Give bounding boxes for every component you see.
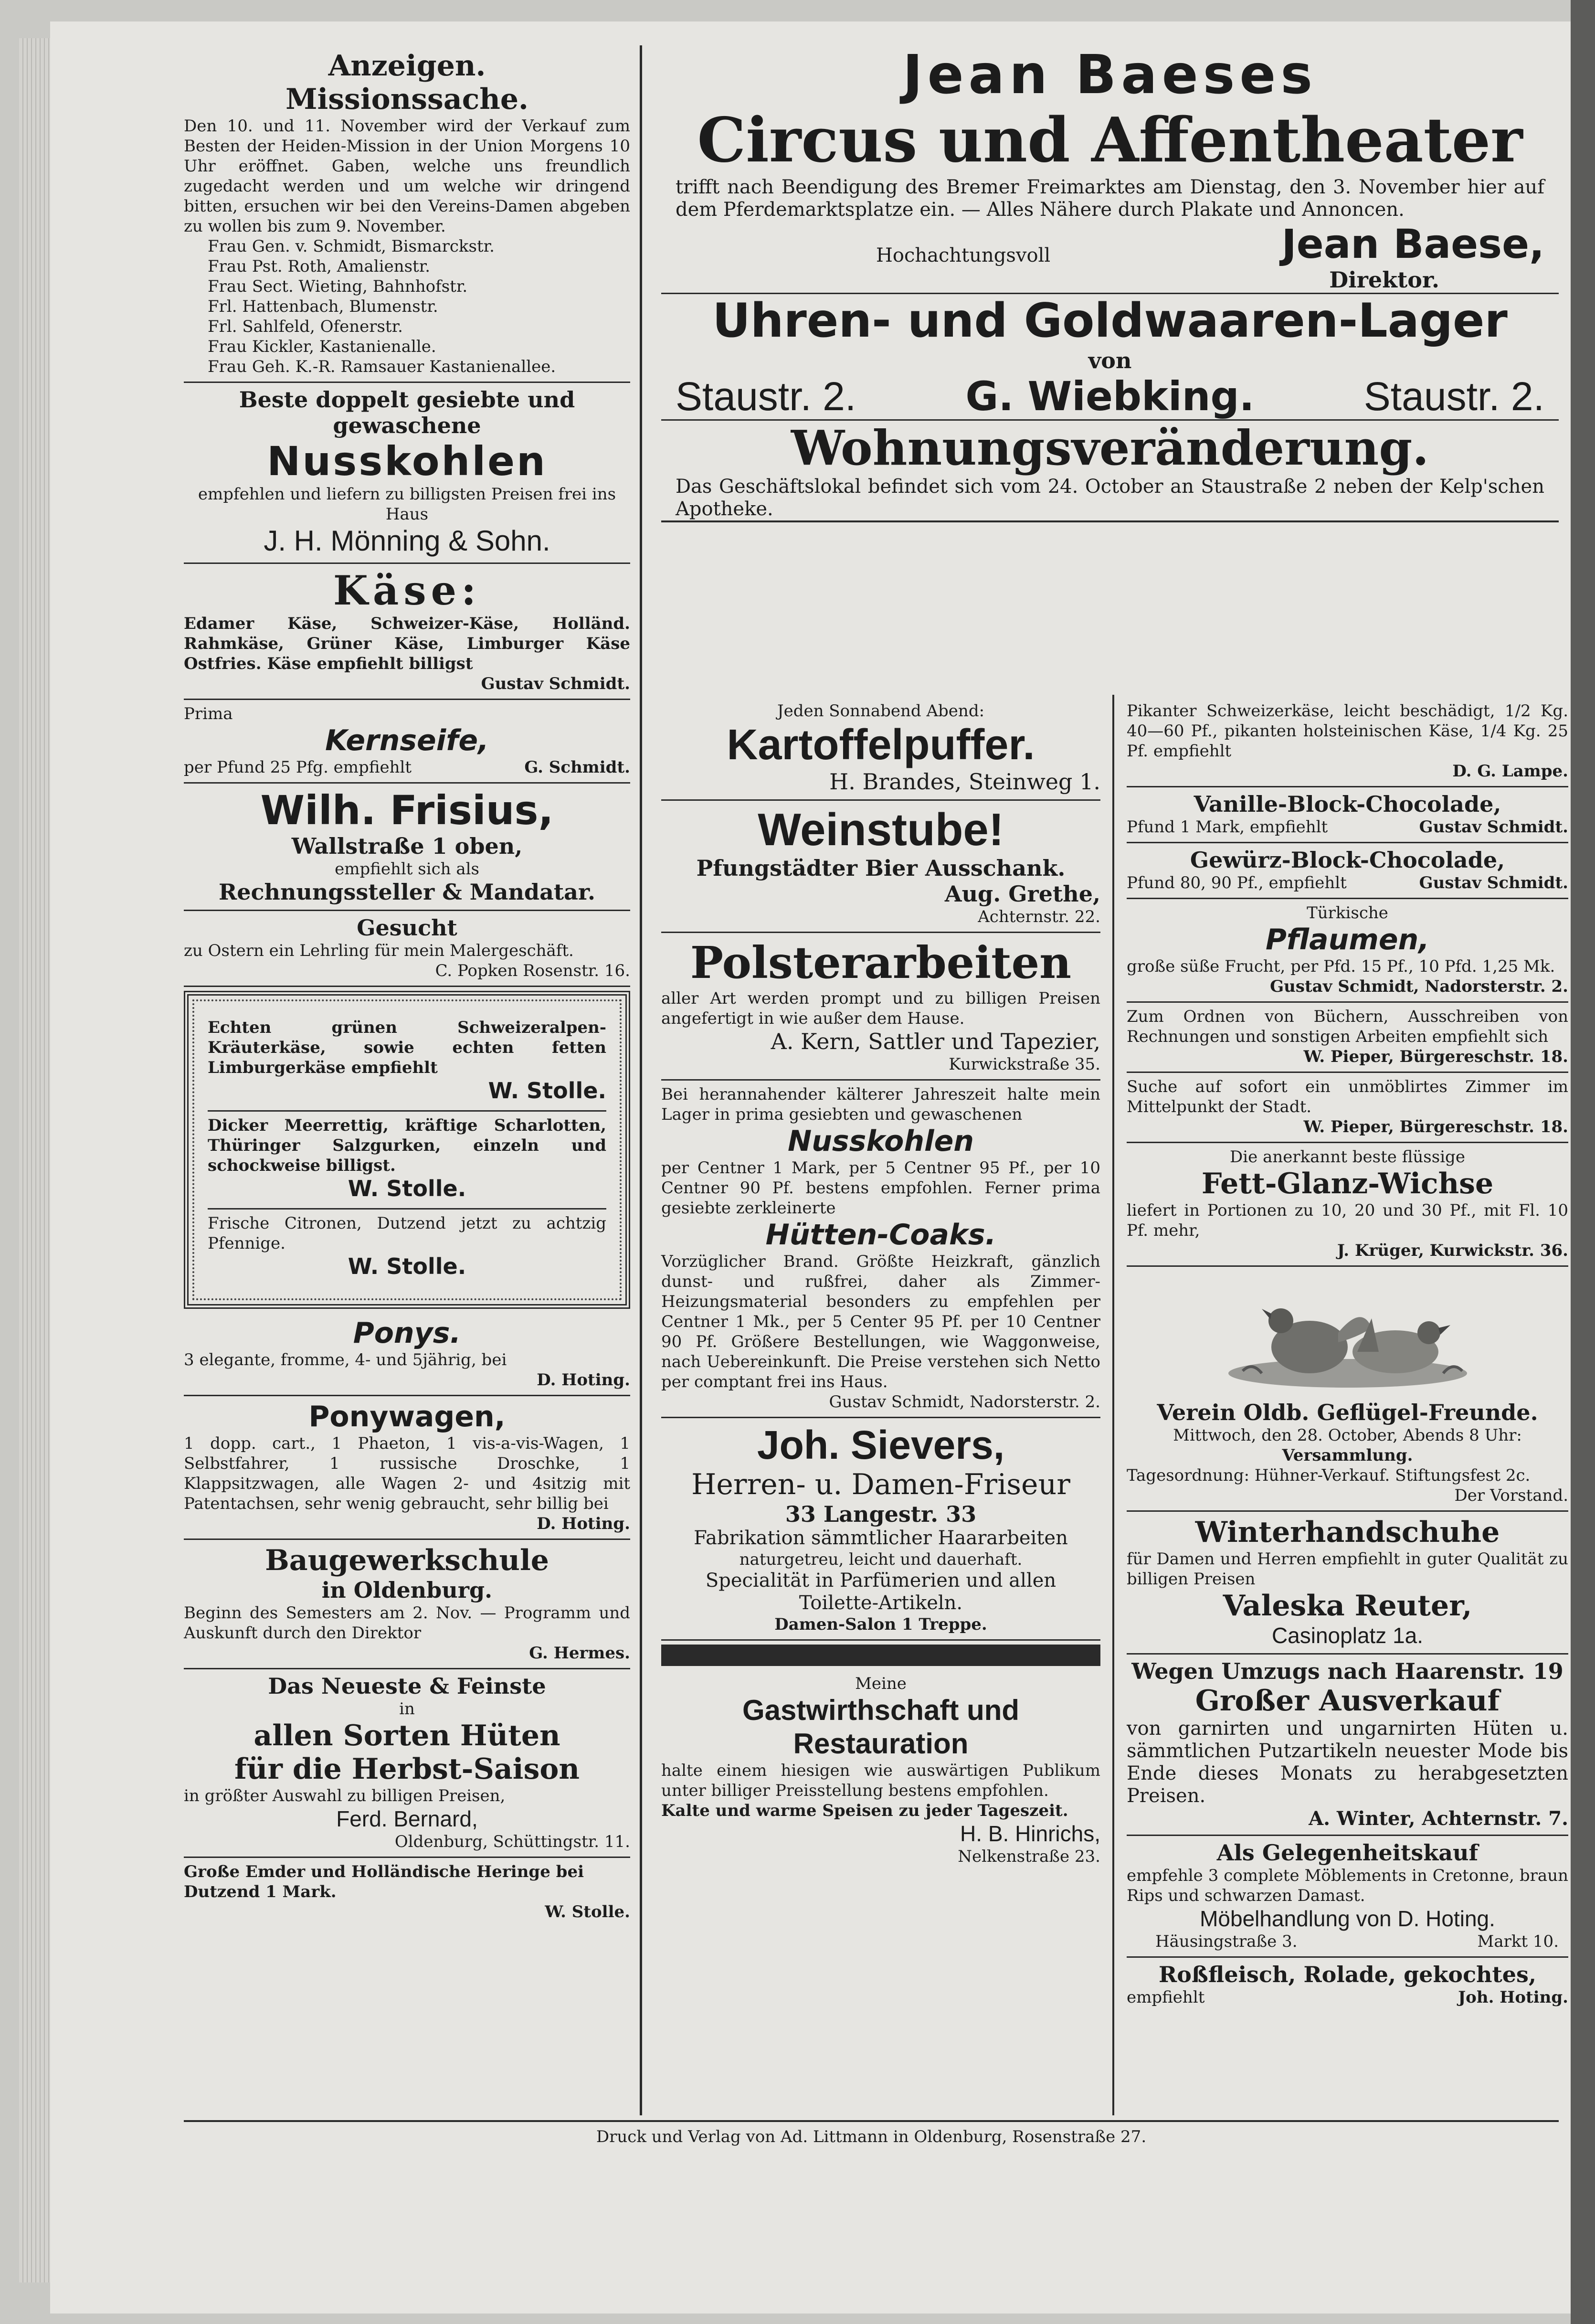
- ad-name: Aug. Grethe,: [944, 881, 1100, 907]
- ad-address: Staustr. 2.: [676, 374, 856, 419]
- ad-text: Beginn des Semesters am 2. Nov. — Programm und Auskunft durch den Direktor: [184, 1603, 630, 1643]
- ad-signature: Gustav Schmidt, Nadorsterstr. 2.: [1270, 977, 1568, 996]
- ad-text: 3 elegante, fromme, 4- und 5jährig, bei: [184, 1350, 507, 1369]
- ad-nusskohlen: [184, 383, 630, 564]
- ad-address: Kurwickstraße 35.: [949, 1055, 1100, 1074]
- ad-text: per Centner 1 Mark, per 5 Centner 95 Pf., per 10 Centner 90 Pf. bestens empfohlen. Ferner prima gesiebte zerkleinerte: [661, 1158, 1100, 1218]
- ad-text: 1 dopp. cart., 1 Phaeton, 1 vis-a-vis-Wagen, 1 Selbstfahrer, 1 russische Droschke, 1 Klappsitzwagen, alle Wagen 2- und 4sitzig mit Patentachsen, sehr wenig gebraucht, sehr billig bei: [184, 1434, 630, 1513]
- ad-signature: W. Stolle.: [348, 1253, 466, 1279]
- ad-title: Als Gelegenheitskauf: [1216, 1840, 1479, 1866]
- ad-text: Das Geschäftslokal befindet sich vom 24. October an Staustraße 2 neben der Kelp'schen Apotheke.: [676, 476, 1544, 520]
- ad-gesucht: [184, 911, 630, 987]
- ad-zimmer: [1127, 1073, 1568, 1143]
- ad-kartoffelpuffer: [661, 697, 1100, 801]
- ad-signature: C. Popken Rosenstr. 16.: [435, 961, 630, 980]
- ad-title: Käse:: [333, 567, 481, 614]
- ad-title: Jean Baeses: [902, 44, 1318, 106]
- ad-meerrettig: [208, 1112, 606, 1210]
- list-item: Frau Sect. Wieting, Bahnhofstr.: [208, 277, 468, 296]
- column-rule: [1112, 695, 1114, 2115]
- ad-title: Vanille-Block-Chocolade,: [1194, 791, 1501, 817]
- ad-title: Roßfleisch, Rolade, gekochtes,: [1159, 1962, 1536, 1987]
- poultry-illustration: [1214, 1275, 1481, 1395]
- list-item: Frau Pst. Roth, Amalienstr.: [208, 257, 431, 276]
- ad-text: Damen-Salon 1 Treppe.: [774, 1615, 987, 1634]
- ad-text: Pfungstädter Bier Ausschank.: [696, 855, 1066, 881]
- ladies-list: [184, 236, 630, 377]
- ad-headline: Großer Ausverkauf: [1195, 1684, 1500, 1718]
- ad-text: in: [399, 1699, 415, 1719]
- list-item: Frau Kickler, Kastanienalle.: [208, 337, 436, 356]
- ad-title: Winterhandschuhe: [1195, 1516, 1500, 1549]
- list-item: Frl. Sahlfeld, Ofenerstr.: [208, 317, 403, 336]
- ad-baugewerkschule: [184, 1540, 630, 1669]
- ad-text: Pfund 80, 90 Pf., empfiehlt: [1127, 873, 1347, 892]
- ad-text: in größter Auswahl zu billigen Preisen,: [184, 1786, 506, 1805]
- ad-ponywagen: [184, 1396, 630, 1540]
- ad-subtitle: in Oldenburg.: [321, 1577, 493, 1603]
- ad-text: halte einem hiesigen wie auswärtigen Publikum unter billiger Preisstellung bestens empfohlen.: [661, 1761, 1100, 1800]
- ad-title: Missionssache.: [285, 83, 528, 116]
- ad-title: Fett-Glanz-Wichse: [1201, 1167, 1494, 1200]
- ad-headline: allen Sorten Hüten: [254, 1719, 560, 1752]
- ad-verein: [1127, 1267, 1568, 1512]
- ad-intro: Beste doppelt gesiebte und gewaschene: [239, 387, 575, 438]
- ad-intro: Türkische: [1307, 903, 1388, 923]
- ad-title: Polsterarbeiten: [690, 937, 1072, 988]
- ad-text: Dicker Meerrettig, kräftige Scharlotten, Thüringer Salzgurken, einzeln und schockweise billigst.: [208, 1116, 606, 1175]
- ad-greeting: Hochachtungsvoll: [876, 244, 1051, 266]
- ad-text: zu Ostern ein Lehrling für mein Malergeschäft.: [184, 941, 574, 960]
- ad-intro: Prima: [184, 704, 233, 723]
- ad-text: Vorzüglicher Brand. Größte Heizkraft, gänzlich dunst- und rußfrei, daher als Zimmer-Heizungsmaterial besonders zu empfehlen per Centner 1 Mk., per 5 Center 95 Pf. per 10 Centner 90 Pf. Größere Bestellungen, wie Waggonweise, nach Uebereinkunft. Die Preise verstehen sich Netto per comptant frei ins Haus.: [661, 1252, 1100, 1391]
- ad-signature: W. Stolle.: [348, 1176, 466, 1201]
- ad-signature: G. Schmidt.: [524, 758, 630, 777]
- ad-text: Edamer Käse, Schweizer-Käse, Holländ. Rahmkäse, Grüner Käse, Limburger Käse Ostfries. Käse empfiehlt billigst: [184, 614, 630, 673]
- ad-text: Pikanter Schweizerkäse, leicht beschädigt, 1/2 Kg. 40—60 Pf., pikanten holsteinischen Käse, 1/4 Kg. 25 Pf. empfiehlt: [1127, 701, 1568, 761]
- ad-title: Wegen Umzugs nach Haarenstr. 19: [1131, 1658, 1563, 1684]
- ad-ordnen: [1127, 1003, 1568, 1073]
- ad-name: G. Wiebking.: [965, 373, 1255, 420]
- ad-signature: Gustav Schmidt.: [481, 674, 630, 693]
- ad-title: Weinstube!: [758, 804, 1004, 855]
- ad-title: Gastwirthschaft und: [742, 1694, 1020, 1726]
- ad-title: Pflaumen,: [1265, 923, 1430, 956]
- list-item: Frau Gen. v. Schmidt, Bismarckstr.: [208, 237, 495, 256]
- ad-text: empfiehlt: [1127, 1988, 1205, 2007]
- column-rule: [640, 45, 642, 2115]
- ad-title: Joh. Sievers,: [757, 1422, 1005, 1467]
- ad-signature: D. Hoting.: [537, 1370, 630, 1390]
- ad-signature: A. Kern, Sattler und Tapezier,: [771, 1029, 1100, 1054]
- ad-address: 33 Langestr. 33: [785, 1501, 977, 1527]
- ad-text: große süße Frucht, per Pfd. 15 Pf., 10 Pfd. 1,25 Mk.: [1127, 957, 1555, 976]
- ad-ponys: [184, 1313, 630, 1396]
- ad-text: naturgetreu, leicht und dauerhaft.: [739, 1550, 1023, 1569]
- ad-vanille: [1127, 787, 1568, 843]
- ad-address: Wallstraße 1 oben,: [291, 833, 523, 859]
- ad-text: empfehle 3 complete Möblements in Cretonne, braun Rips und schwarzen Damast.: [1127, 1866, 1568, 1905]
- ad-name: H. B. Hinrichs,: [960, 1821, 1100, 1846]
- column-left: [184, 45, 630, 1927]
- ad-name: Jean Baese,: [1281, 221, 1544, 267]
- ad-signature: Joh. Hoting.: [1458, 1988, 1568, 2007]
- ad-wichse: [1127, 1143, 1568, 1267]
- ad-signature: W. Pieper, Bürgereschstr. 18.: [1303, 1047, 1568, 1066]
- ad-text: Fabrikation sämmtlicher Haararbeiten: [694, 1527, 1068, 1549]
- ad-signature: J. Krüger, Kurwickstr. 36.: [1337, 1241, 1568, 1260]
- ad-weinstube: [661, 801, 1100, 933]
- ad-frisius: [184, 784, 630, 911]
- ad-text: Frische Citronen, Dutzend jetzt zu achtzig Pfennige.: [208, 1214, 606, 1253]
- ad-title: Wilh. Frisius,: [260, 787, 554, 834]
- list-item: Frau Geh. K.-R. Ramsauer Kastanienallee.: [208, 357, 556, 376]
- ad-title: Gewürz-Block-Chocolade,: [1190, 847, 1505, 873]
- ad-text: Tagesordnung: Hühner-Verkauf. Stiftungsfest 2c.: [1127, 1466, 1531, 1485]
- ad-signature: W. Stolle.: [488, 1078, 606, 1104]
- ad-text: Bei herannahender kälterer Jahreszeit halte mein Lager in prima gesiebten und gewaschenen: [661, 1085, 1100, 1124]
- ad-kernseife: [184, 700, 630, 784]
- ad-mission: [184, 45, 630, 383]
- ad-signature: D. Hoting.: [537, 1514, 630, 1533]
- ad-title: Ponywagen,: [308, 1400, 506, 1433]
- ad-title: Ponys.: [353, 1316, 461, 1350]
- list-item: Frl. Hattenbach, Blumenstr.: [208, 297, 438, 316]
- ad-firm: J. H. Mönning & Sohn.: [264, 525, 550, 557]
- ad-title: Restauration: [793, 1728, 969, 1760]
- ad-address: Häusingstraße 3.: [1155, 1932, 1298, 1951]
- ad-intro: Die anerkannt beste flüssige: [1230, 1147, 1465, 1167]
- ad-kraeuterkaese: [208, 1014, 606, 1112]
- ad-subtitle: Herren- u. Damen-Friseur: [691, 1468, 1070, 1501]
- ad-signature: W. Stolle.: [545, 1902, 630, 1921]
- ad-title: Verein Oldb. Geflügel-Freunde.: [1157, 1400, 1538, 1425]
- ad-role: Rechnungssteller & Mandatar.: [219, 879, 595, 905]
- ad-text: Kalte und warme Speisen zu jeder Tageszeit.: [661, 1801, 1068, 1820]
- ad-text: von: [1088, 348, 1132, 373]
- column-right: [1127, 697, 1568, 2012]
- ad-citronen: [208, 1210, 606, 1286]
- ad-text: Mittwoch, den 28. October, Abends 8 Uhr:: [1173, 1426, 1522, 1445]
- ad-name: Valeska Reuter,: [1223, 1589, 1472, 1623]
- ad-intro: Jeden Sonnabend Abend:: [777, 701, 985, 721]
- ad-address: Casinoplatz 1a.: [1271, 1623, 1424, 1648]
- imprint-footer: Druck und Verlag von Ad. Littmann in Oldenburg, Rosenstraße 27.: [184, 2120, 1559, 2147]
- ad-text: Große Emder und Holländische Heringe bei Dutzend 1 Mark.: [184, 1862, 584, 1901]
- ad-text: trifft nach Beendigung des Bremer Freimarktes am Dienstag, den 3. November hier auf dem Pferdemarktsplatze ein. — Alles Nähere durch Plakate und Annoncen.: [676, 176, 1544, 221]
- ad-title: Nusskohlen: [787, 1125, 974, 1158]
- ad-title: Das Neueste & Feinste: [268, 1673, 546, 1699]
- ad-address: Markt 10.: [1477, 1932, 1559, 1951]
- ad-address: Staustr. 2.: [1363, 374, 1544, 419]
- ad-text: von garnirten und ungarnirten Hüten u. sämmtlichen Putzartikeln neuester Mode bis Ende dieses Monats zu herabgesetzten Preisen.: [1127, 1718, 1568, 1807]
- ad-text: Echten grünen Schweizeralpen-Kräuterkäse, sowie echten fetten Limburgerkäse empfiehlt: [208, 1018, 606, 1077]
- column-middle: [661, 697, 1100, 1871]
- ad-text: per Pfund 25 Pfg. empfiehlt: [184, 758, 412, 777]
- ad-text: Den 10. und 11. November wird der Verkauf zum Besten der Heiden-Mission in der Union Morgens 10 Uhr eröffnet. Gaben, welche uns freundlich zugedacht werden und um welche wir dringend bitten, ersuchen wir bei den Vereins-Damen abgeben zu wollen bis zum 9. November.: [184, 117, 630, 236]
- ad-text: Specialität in Parfümerien und allen: [705, 1570, 1056, 1592]
- ad-ausverkauf: [1127, 1655, 1568, 1836]
- ad-title: Nusskohlen: [267, 438, 547, 485]
- ad-signature: D. G. Lampe.: [1452, 762, 1568, 781]
- ad-wohnung: [661, 421, 1559, 522]
- ad-address: Oldenburg, Schüttingstr. 11.: [394, 1832, 630, 1851]
- ad-signature: Gustav Schmidt.: [1419, 873, 1568, 892]
- ad-signature: Gustav Schmidt, Nadorsterstr. 2.: [829, 1392, 1100, 1411]
- ad-uhren: [661, 294, 1559, 421]
- black-bar: [661, 1645, 1100, 1666]
- ad-text: Suche auf sofort ein unmöblirtes Zimmer im Mittelpunkt der Stadt.: [1127, 1077, 1568, 1116]
- ad-kaese: [184, 564, 630, 700]
- ad-address: Nelkenstraße 23.: [958, 1847, 1100, 1866]
- ad-sievers: [661, 1418, 1100, 1641]
- ad-schweizerkaese: [1127, 697, 1568, 787]
- ad-title: Uhren- und Goldwaaren-Lager: [712, 294, 1508, 348]
- ad-title: Kernseife,: [325, 724, 489, 757]
- ad-pflaumen: [1127, 899, 1568, 1003]
- ad-title: Wohnungsveränderung.: [791, 420, 1429, 476]
- ad-address: Achternstr. 22.: [978, 907, 1100, 926]
- ad-text: empfehlen und liefern zu billigsten Preisen frei ins Haus: [198, 485, 616, 524]
- ad-signature: H. Brandes, Steinweg 1.: [829, 769, 1100, 795]
- ad-text: empfiehlt sich als: [335, 860, 479, 879]
- ad-gewuerz: [1127, 843, 1568, 899]
- ad-baese: [661, 45, 1559, 294]
- ad-headline: Circus und Affentheater: [697, 105, 1523, 176]
- ad-winterhandschuhe: [1127, 1512, 1568, 1655]
- ad-title: Kartoffelpuffer.: [727, 721, 1035, 769]
- ad-firm: Möbelhandlung von D. Hoting.: [1200, 1906, 1495, 1931]
- column-right-wide: [661, 45, 1559, 522]
- ad-text: für Damen und Herren empfiehlt in guter Qualität zu billigen Preisen: [1127, 1549, 1568, 1589]
- ad-stolle-frame: [184, 991, 630, 1309]
- ad-signature: A. Winter, Achternstr. 7.: [1309, 1807, 1568, 1830]
- ad-text: Versammlung.: [1282, 1446, 1413, 1465]
- ad-signature: W. Pieper, Bürgereschstr. 18.: [1303, 1117, 1568, 1136]
- ad-heringe: [184, 1858, 630, 1927]
- ad-signature: Der Vorstand.: [1454, 1486, 1568, 1505]
- ad-gastwirthschaft: [661, 1670, 1100, 1871]
- ad-polster: [661, 933, 1100, 1081]
- ad-signature: Gustav Schmidt.: [1419, 817, 1568, 837]
- ad-text: Pfund 1 Mark, empfiehlt: [1127, 817, 1328, 837]
- ad-text: aller Art werden prompt und zu billigen Preisen angefertigt in wie außer dem Hause.: [661, 989, 1100, 1028]
- ad-title: Baugewerkschule: [265, 1544, 549, 1577]
- ad-text: Zum Ordnen von Büchern, Ausschreiben von Rechnungen und sonstigen Arbeiten empfiehlt sich: [1127, 1007, 1568, 1046]
- ad-signature: G. Hermes.: [529, 1644, 630, 1663]
- ad-gelegenheit: [1127, 1836, 1568, 1958]
- ad-firm: Ferd. Bernard,: [336, 1806, 478, 1831]
- scan-border: [1571, 0, 1595, 2324]
- ad-hueten: [184, 1669, 630, 1858]
- ad-intro: Meine: [855, 1674, 907, 1693]
- ad-title: Hütten-Coaks.: [765, 1218, 996, 1252]
- ad-rossfleisch: [1127, 1958, 1568, 2012]
- ad-headline: für die Herbst-Saison: [234, 1752, 580, 1786]
- ad-schmidt-kohlen: [661, 1081, 1100, 1418]
- ad-text: liefert in Portionen zu 10, 20 und 30 Pf., mit Fl. 10 Pf. mehr,: [1127, 1201, 1568, 1240]
- section-title: Anzeigen.: [328, 49, 486, 83]
- ad-role: Direktor.: [1329, 267, 1439, 293]
- ad-text: Toilette-Artikeln.: [799, 1592, 963, 1614]
- ad-title: Gesucht: [357, 915, 457, 941]
